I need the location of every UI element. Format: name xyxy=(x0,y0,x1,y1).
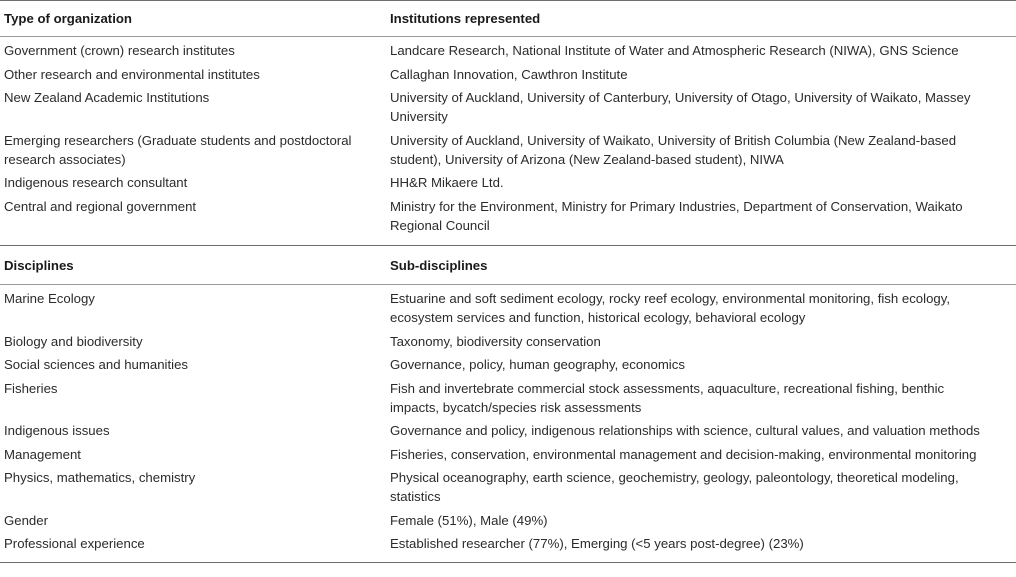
table-row xyxy=(0,197,1016,240)
cell-sub-disciplines: Governance and policy, indigenous relationships with science, cultural values, and valuation methods xyxy=(390,423,980,438)
disciplines-section xyxy=(0,285,1016,562)
cell-sub-disciplines: Taxonomy, biodiversity conservation xyxy=(390,333,601,349)
cell-institutions: Callaghan Innovation, Cawthron Institute xyxy=(390,66,628,82)
cell-discipline: Biology and biodiversity xyxy=(4,333,143,349)
header-institutions-represented: Institutions represented xyxy=(390,11,541,26)
cell-discipline: Fisheries xyxy=(4,380,58,396)
table-row xyxy=(0,511,1016,535)
table-row xyxy=(0,289,1016,332)
cell-sub-disciplines: Physical oceanography, earth science, geochemistry, geology, paleontology, theoretical modeling, statistics xyxy=(390,470,959,504)
cell-institutions: Ministry for the Environment, Ministry for Primary Industries, Department of Conservation, Waikato Regional Council xyxy=(390,198,963,233)
cell-discipline: Indigenous issues xyxy=(4,423,110,438)
cell-organization: Government (crown) research institutes xyxy=(4,43,235,58)
organizations-section xyxy=(0,37,1016,239)
cell-organization: Central and regional government xyxy=(4,198,197,214)
cell-institutions: University of Auckland, University of Waikato, University of British Columbia (New Zealand-based student), University of Arizona (New Zealand-based student), NIWA xyxy=(390,132,957,167)
cell-sub-disciplines: Fish and invertebrate commercial stock assessments, aquaculture, recreational fishing, benthic impacts, bycatch/species risk assessments xyxy=(390,380,945,415)
cell-organization: New Zealand Academic Institutions xyxy=(4,90,210,105)
cell-organization: Other research and environmental institutes xyxy=(4,66,260,82)
cell-discipline: Management xyxy=(4,446,81,462)
table-row xyxy=(0,41,1016,65)
cell-organization: Indigenous research consultant xyxy=(4,175,188,190)
cell-institutions: HH&R Mikaere Ltd. xyxy=(390,175,504,190)
table-row xyxy=(0,65,1016,89)
cell-sub-disciplines: Fisheries, conservation, environmental management and decision-making, environmental monitoring xyxy=(390,446,977,462)
cell-discipline: Professional experience xyxy=(4,536,145,551)
cell-institutions: University of Auckland, University of Canterbury, University of Otago, University of Waikato, Massey University xyxy=(390,90,971,124)
table-header-organizations xyxy=(0,1,1016,37)
cell-discipline: Social sciences and humanities xyxy=(4,357,188,372)
cell-discipline: Physics, mathematics, chemistry xyxy=(4,470,196,485)
table-row xyxy=(0,468,1016,511)
cell-sub-disciplines: Estuarine and soft sediment ecology, rocky reef ecology, environmental monitoring, fish ecology, ecosystem services and function, historical ecology, behavioral ecology xyxy=(390,291,951,325)
table-row xyxy=(0,421,1016,445)
cell-discipline: Gender xyxy=(4,512,48,528)
table-row xyxy=(0,88,1016,131)
cell-sub-disciplines: Female (51%), Male (49%) xyxy=(390,512,548,528)
table-row xyxy=(0,131,1016,174)
cell-sub-disciplines: Established researcher (77%), Emerging (<5 years post-degree) (23%) xyxy=(390,536,804,551)
table-row xyxy=(0,355,1016,379)
table-row xyxy=(0,534,1016,558)
table-row xyxy=(0,173,1016,197)
header-sub-disciplines: Sub-disciplines xyxy=(390,257,488,273)
header-type-of-organization: Type of organization xyxy=(4,11,132,26)
table-header-disciplines xyxy=(0,245,1016,285)
table-row xyxy=(0,445,1016,469)
header-disciplines: Disciplines xyxy=(4,257,74,273)
cell-sub-disciplines: Governance, policy, human geography, economics xyxy=(390,357,685,372)
cell-institutions: Landcare Research, National Institute of Water and Atmospheric Research (NIWA), GNS Science xyxy=(390,43,959,58)
table-row xyxy=(0,379,1016,422)
table-row xyxy=(0,332,1016,356)
cell-organization: Emerging researchers (Graduate students and postdoctoral research associates) xyxy=(4,132,352,167)
cell-discipline: Marine Ecology xyxy=(4,291,95,306)
